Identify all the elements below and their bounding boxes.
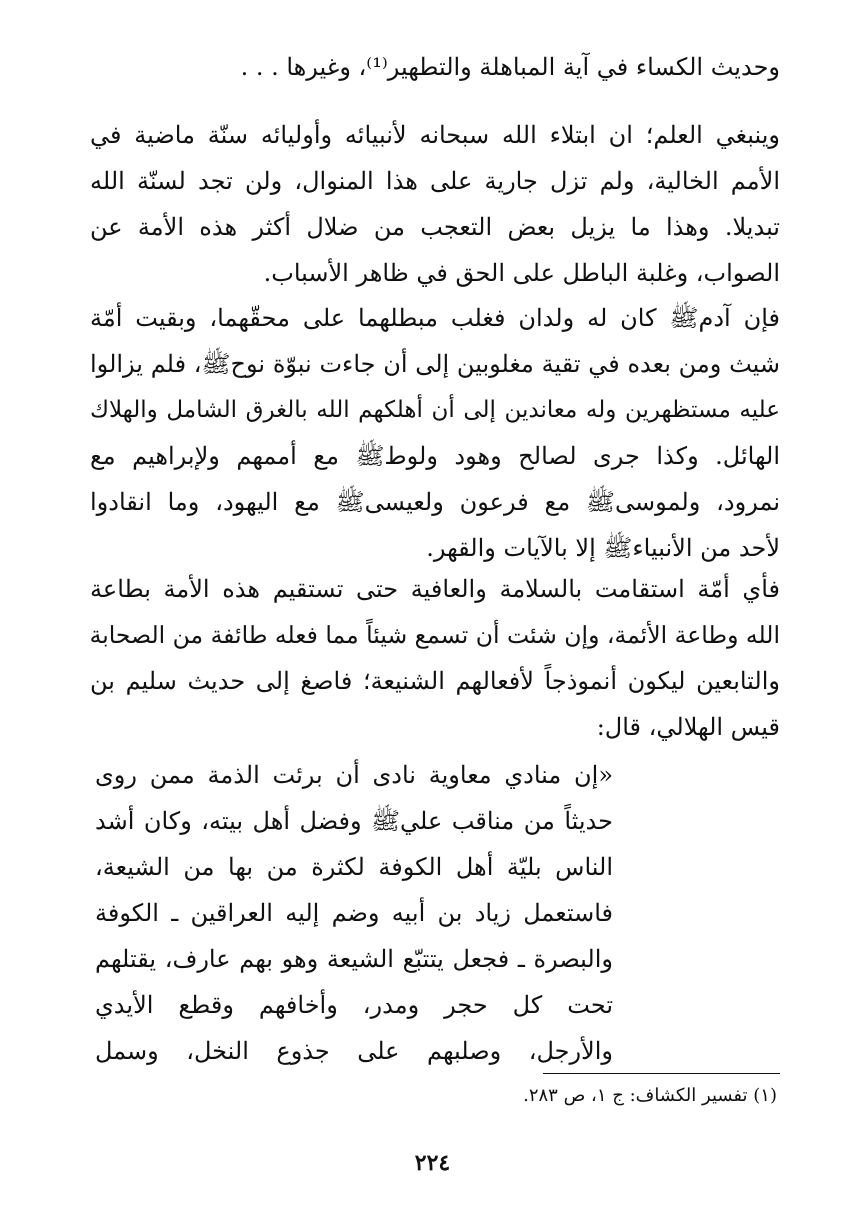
quote-line: فاستعمل زياد بن أبيه وضم إليه العراقين ـ الكوفة	[95, 899, 613, 927]
text-line: الهائل. وكذا جرى لصالح وهود ولوطﷺ مع أممهم ولإبراهيم مع	[90, 442, 780, 470]
text-line: نمرود، ولموسىﷺ مع فرعون ولعيسىﷺ مع اليهود، وما انقادوا	[90, 488, 780, 516]
text-line: تبديلا. وهذا ما يزيل بعض التعجب من ضلال أكثر هذه الأمة عن	[90, 213, 780, 241]
text-line: وحديث الكساء في آية المباهلة والتطهير⁽¹⁾، وغيرها . . .	[240, 53, 780, 81]
text-line: فإن آدمﷺ كان له ولدان فغلب مبطلهما على محقّهما، وبقيت أمّة	[90, 304, 780, 332]
text-line: عليه مستظهرين وله معاندين إلى أن أهلكهم الله بالغرق الشامل والهلاك	[90, 397, 780, 423]
text-line: لأحد من الأنبياءﷺ إلا بالآيات والقهر.	[426, 534, 780, 562]
quote-line: حديثاً من مناقب عليﷺ وفضل أهل بيته، وكان أشد	[95, 807, 613, 835]
text-line: والتابعين ليكون أنموذجاً لأفعالهم الشنيعة؛ فاصغ إلى حديث سليم بن	[90, 667, 780, 695]
text-line: شيث ومن بعده في تقية مغلوبين إلى أن جاءت نبوّة نوحﷺ، فلم يزالوا	[90, 350, 780, 378]
paragraph-2	[90, 112, 780, 296]
quote-line: تحت كل حجر ومدر، وأخافهم وقطع الأيدي	[95, 991, 613, 1019]
quoted-hadith	[95, 752, 613, 1074]
paragraph-4	[90, 566, 780, 750]
footnote: (١) تفسير الكشاف: ج ١، ص ٢٨٣.	[523, 1085, 777, 1106]
text-line: فأي أمّة استقامت بالسلامة والعافية حتى تستقيم هذه الأمة بطاعة	[90, 575, 780, 603]
paragraph-3	[90, 295, 780, 571]
page-number: ٢٢٤	[414, 1150, 451, 1176]
text-line: الصواب، وغلبة الباطل على الحق في ظاهر الأسباب.	[263, 259, 780, 287]
quote-line: والأرجل، وصلبهم على جذوع النخل، وسمل	[95, 1037, 613, 1065]
paragraph-1	[90, 44, 780, 90]
footnote-divider	[543, 1073, 780, 1074]
quote-line: «إن منادي معاوية نادى أن برئت الذمة ممن روى	[95, 761, 613, 789]
text-line: وينبغي العلم؛ ان ابتلاء الله سبحانه لأنبيائه وأوليائه سنّة ماضية في	[90, 121, 780, 149]
text-line: الله وطاعة الأئمة، وإن شئت أن تسمع شيئاً مما فعله طائفة من الصحابة	[89, 621, 780, 649]
quote-line: والبصرة ـ فجعل يتتبّع الشيعة وهو بهم عارف، يقتلهم	[95, 945, 613, 973]
text-line: قيس الهلالي، قال:	[596, 713, 780, 741]
quote-line: الناس بليّة أهل الكوفة لكثرة من بها من الشيعة،	[95, 853, 613, 881]
text-line: الأمم الخالية، ولم تزل جارية على هذا المنوال، ولن تجد لسنّة الله	[90, 167, 780, 195]
